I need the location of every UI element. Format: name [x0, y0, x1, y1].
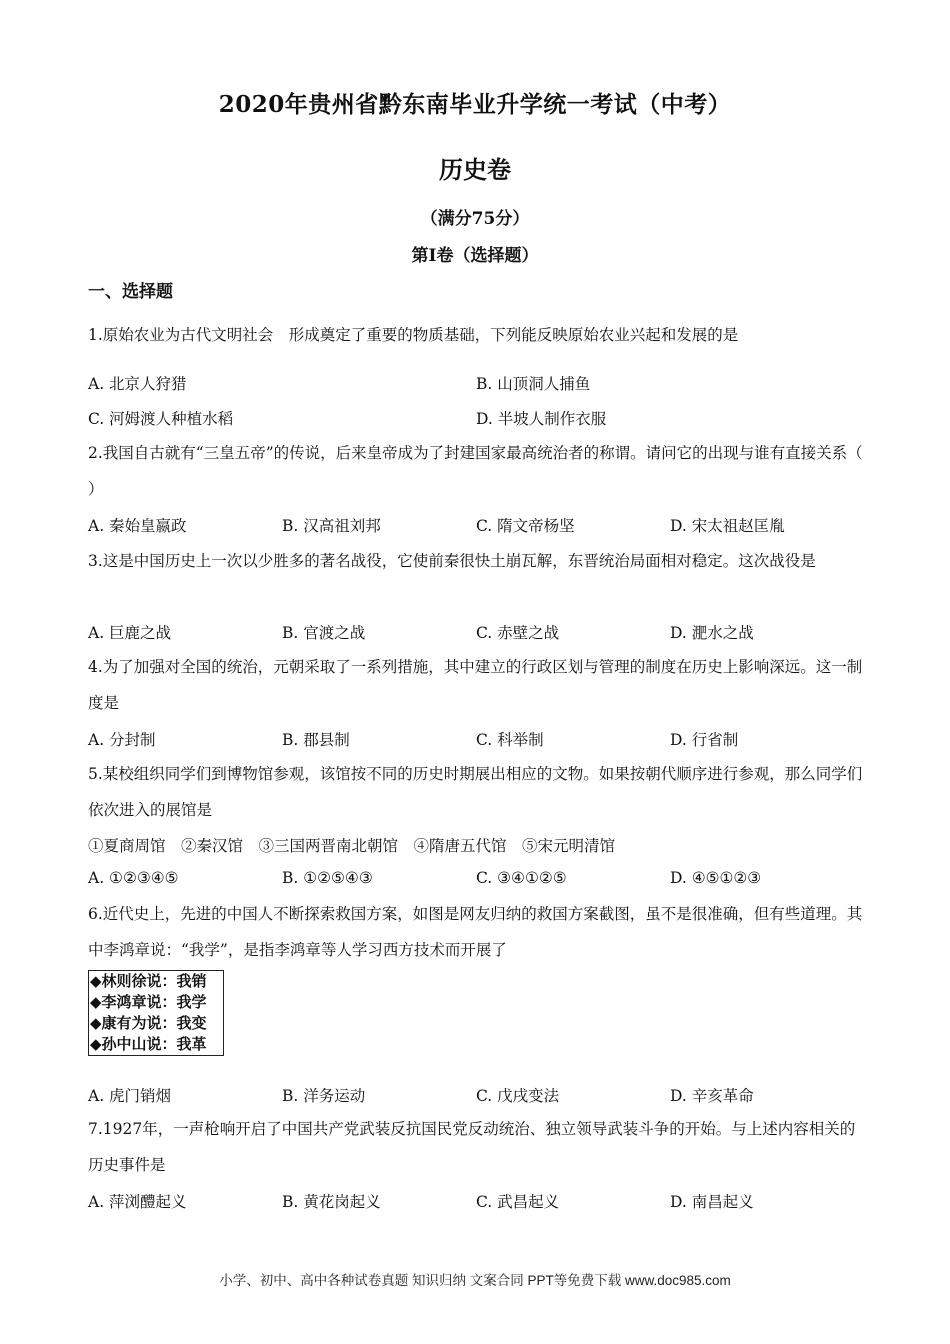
question-4-text: 4.为了加强对全国的统治，元朝采取了一系列措施，其中建立的行政区划与管理的制度在历史上影响深远。这一制度是: [88, 658, 863, 712]
question-6-option-c: C. 戊戌变法: [476, 1087, 560, 1105]
question-7-option-d: D. 南昌起义: [670, 1193, 754, 1211]
figure-line-li-hongzhang: ◆李鸿章说：我学: [90, 993, 207, 1011]
question-4-option-c: C. 科举制: [476, 731, 544, 749]
question-6-text: 6.近代史上，先进的中国人不断探索救国方案，如图是网友归纳的救国方案截图，虽不是很准确，但有些道理。其中李鸿章说：“我学”，是指李鸿章等人学习西方技术而开展了: [88, 905, 863, 959]
question-2-text: 2.我国自古就有“三皇五帝”的传说，后来皇帝成为了封建国家最高统治者的称谓。请问它的出现与谁有直接关系（ ）: [88, 444, 863, 498]
question-7-option-b: B. 黄花岗起义: [282, 1193, 381, 1211]
full-score: （满分75分）: [420, 209, 530, 229]
question-4-option-a: A. 分封制: [88, 731, 156, 749]
question-1-options-row2: [88, 407, 868, 431]
question-5-options: [88, 869, 868, 893]
question-1-option-d: D. 半坡人制作衣服: [476, 410, 607, 428]
question-2-option-d: D. 宋太祖赵匡胤: [670, 517, 785, 535]
question-7-option-a: A. 萍浏醴起义: [88, 1193, 187, 1211]
question-6-option-d: D. 辛亥革命: [670, 1087, 754, 1105]
page-footer: 小学、初中、高中各种试卷真题 知识归纳 文案合同 PPT等免费下载 www.doc985.com: [219, 1273, 731, 1288]
figure-line-kang-youwei: ◆康有为说：我变: [90, 1014, 207, 1032]
question-5-option-c: C. ③④①②⑤: [476, 869, 567, 887]
question-1-options-row1: [88, 372, 868, 396]
question-3-option-c: C. 赤壁之战: [476, 624, 560, 642]
question-1-text: 1.原始农业为古代文明社会 形成奠定了重要的物质基础，下列能反映原始农业兴起和发展的是: [88, 326, 739, 344]
question-4-option-d: D. 行省制: [670, 731, 739, 749]
question-3-options: [88, 621, 868, 645]
question-5-halls: ①夏商周馆 ②秦汉馆 ③三国两晋南北朝馆 ④隋唐五代馆 ⑤宋元明清馆: [88, 837, 616, 855]
question-5-text: 5.某校组织同学们到博物馆参观，该馆按不同的历史时期展出相应的文物。如果按朝代顺序进行参观，那么同学们依次进入的展馆是: [88, 765, 863, 819]
question-2-options: [88, 514, 868, 538]
question-7-options: [88, 1190, 868, 1214]
question-1-option-c: C. 河姆渡人种植水稻: [88, 410, 234, 428]
question-1-option-b: B. 山顶洞人捕鱼: [476, 375, 591, 393]
volume-heading: 第Ⅰ卷（选择题）: [411, 246, 539, 266]
question-3-text: 3.这是中国历史上一次以少胜多的著名战役，它使前秦很快土崩瓦解，东晋统治局面相对稳定。这次战役是: [88, 552, 816, 570]
question-2-option-a: A. 秦始皇嬴政: [88, 517, 187, 535]
salvation-plan-figure: [88, 970, 224, 1056]
question-1-option-a: A. 北京人狩猎: [88, 375, 187, 393]
question-3-option-a: A. 巨鹿之战: [88, 624, 172, 642]
question-6-options: [88, 1084, 868, 1108]
question-2-option-c: C. 隋文帝杨坚: [476, 517, 575, 535]
question-5-option-a: A. ①②③④⑤: [88, 869, 179, 887]
question-7-option-c: C. 武昌起义: [476, 1193, 560, 1211]
figure-line-lin-zexu: ◆林则徐说：我销: [90, 972, 207, 990]
question-6-option-a: A. 虎门销烟: [88, 1087, 172, 1105]
section-heading: 一、选择题: [88, 282, 173, 302]
figure-line-sun-zhongshan: ◆孙中山说：我革: [90, 1035, 207, 1053]
question-6-option-b: B. 洋务运动: [282, 1087, 366, 1105]
question-4-option-b: B. 郡县制: [282, 731, 350, 749]
question-3-option-b: B. 官渡之战: [282, 624, 366, 642]
question-3-option-d: D. 淝水之战: [670, 624, 754, 642]
exam-title: 2020年贵州省黔东南毕业升学统一考试（中考）: [218, 91, 732, 118]
question-4-options: [88, 728, 868, 752]
question-5-option-b: B. ①②⑤④③: [282, 869, 373, 887]
question-2-option-b: B. 汉高祖刘邦: [282, 517, 381, 535]
exam-subject: 历史卷: [439, 155, 511, 184]
question-5-option-d: D. ④⑤①②③: [670, 869, 762, 887]
question-7-text: 7.1927年，一声枪响开启了中国共产党武装反抗国民党反动统治、独立领导武装斗争的开始。与上述内容相关的历史事件是: [88, 1120, 856, 1174]
